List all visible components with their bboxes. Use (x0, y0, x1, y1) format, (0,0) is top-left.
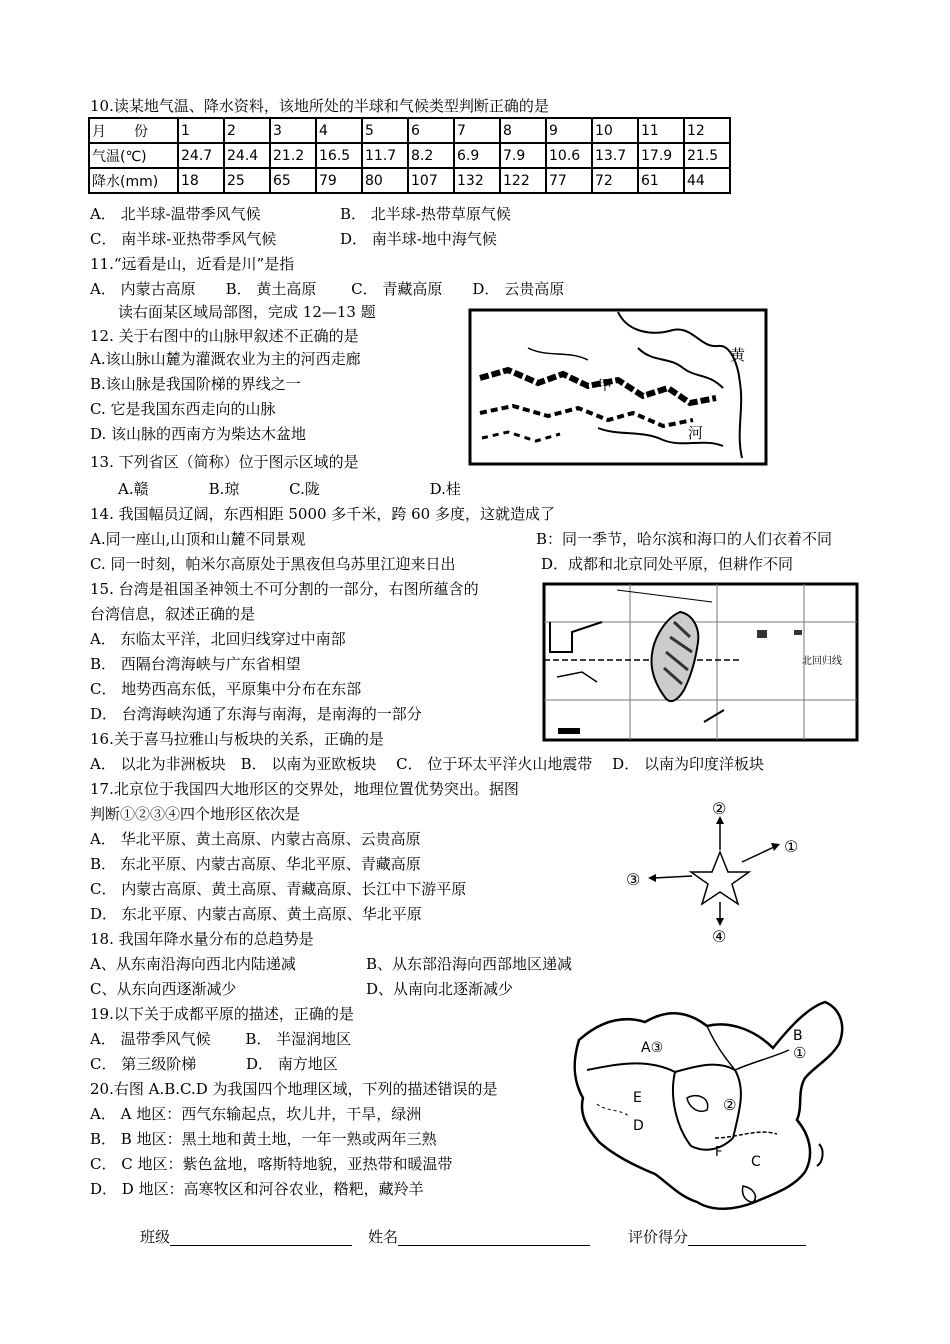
table-cell: 25 (224, 168, 270, 193)
rain-header: 降水(mm) (89, 168, 178, 193)
table-cell: 6.9 (454, 143, 500, 168)
q17-option-b: B． 东北平原、内蒙古高原、华北平原、青藏高原 (90, 855, 421, 873)
q20-option-a: A． A 地区：西气东输起点，坎儿井，干旱，绿洲 (90, 1105, 422, 1123)
q15-option-d: D． 台湾海峡沟通了东海与南海，是南海的一部分 (90, 705, 422, 723)
region-map-figure (468, 308, 770, 466)
table-cell: 132 (454, 168, 500, 193)
q15-option-b: B． 西隔台湾海峡与广东省相望 (90, 655, 301, 673)
table-cell: 80 (362, 168, 408, 193)
q20-option-b: B． B 地区：黑土地和黄土地，一年一熟或两年三熟 (90, 1130, 437, 1148)
q13-options: A.赣 B.琼 C.陇 D.桂 (118, 480, 461, 498)
map3-label-b: B (793, 1028, 803, 1044)
table-cell: 2 (224, 118, 270, 143)
q10-option-d: D． 南半球-地中海气候 (340, 230, 497, 248)
table-cell: 4 (316, 118, 362, 143)
table-cell: 8 (500, 118, 546, 143)
table-cell: 44 (684, 168, 730, 193)
q15-option-c: C． 地势西高东低，平原集中分布在东部 (90, 680, 362, 698)
q16-stem: 16.关于喜马拉雅山与板块的关系，正确的是 (90, 730, 384, 748)
table-cell: 72 (592, 168, 638, 193)
q19-options-ab: A． 温带季风气候 B． 半湿润地区 (90, 1030, 352, 1048)
footer-class-label: 班级 (140, 1228, 171, 1246)
q11-options: A． 内蒙古高原 B． 黄土高原 C． 青藏高原 D． 云贵高原 (90, 280, 565, 298)
q13-stem: 13. 下列省区（简称）位于图示区域的是 (90, 453, 359, 471)
q17-stem-2: 判断①②③④四个地形区依次是 (90, 805, 301, 823)
table-cell: 24.4 (224, 143, 270, 168)
q14-option-d: D．成都和北京同处平原，但耕作不同 (541, 555, 794, 573)
table-cell: 107 (408, 168, 454, 193)
class-blank[interactable] (170, 1245, 352, 1246)
q16-options: A． 以北为非洲板块 B． 以南为亚欧板块 C． 位于环太平洋火山地震带 D． 以南为印度洋板块 (90, 755, 764, 773)
table-row-months (89, 118, 730, 143)
q20-stem: 20.右图 A.B.C.D 为我国四个地理区域，下列的描述错误的是 (90, 1080, 498, 1098)
star-label-1: ① (784, 837, 799, 856)
q10-option-b: B． 北半球-热带草原气候 (340, 205, 511, 223)
temp-header: 气温(℃) (89, 143, 178, 168)
taiwan-map-figure (542, 582, 860, 742)
table-cell: 11.7 (362, 143, 408, 168)
china-regions-map (557, 988, 852, 1220)
score-blank[interactable] (688, 1245, 806, 1246)
table-cell: 12 (684, 118, 730, 143)
map1-label-jia: 甲 (598, 378, 612, 394)
q11-stem: 11.“远看是山，近看是川”是指 (90, 255, 295, 273)
q12-option-b: B.该山脉是我国阶梯的界线之一 (90, 375, 301, 393)
map3-label-e: E (633, 1090, 642, 1106)
star-label-2: ② (712, 799, 727, 818)
table-cell: 24.7 (178, 143, 224, 168)
star-label-4: ④ (712, 927, 727, 944)
map3-label-c: C (751, 1154, 761, 1170)
q14-option-b: B：同一季节，哈尔滨和海口的人们衣着不同 (536, 530, 833, 548)
table-cell: 9 (546, 118, 592, 143)
q18-option-c: C、从东向西逐渐减少 (90, 980, 237, 998)
table-row-temp (89, 143, 730, 168)
q17-option-d: D． 东北平原、内蒙古高原、黄土高原、华北平原 (90, 905, 422, 923)
table-cell: 16.5 (316, 143, 362, 168)
map1-label-huang: 黄 (730, 346, 746, 364)
beijing-star-diagram (596, 796, 852, 944)
q18-stem: 18. 我国年降水量分布的总趋势是 (90, 930, 314, 948)
footer-name (368, 1228, 590, 1246)
table-cell: 61 (638, 168, 684, 193)
q10-stem: 10.读某地气温、降水资料，该地所处的半球和气候类型判断正确的是 (90, 97, 549, 115)
climate-table (88, 117, 731, 194)
table-cell: 21.5 (684, 143, 730, 168)
tropic-line-label: 北回归线 (802, 656, 842, 667)
q18-option-b: B、从东部沿海向西部地区递减 (366, 955, 573, 973)
footer-class (140, 1228, 352, 1246)
table-cell: 65 (270, 168, 316, 193)
q18-option-d: D、从南向北逐渐减少 (366, 980, 514, 998)
table-cell: 10 (592, 118, 638, 143)
table-cell: 13.7 (592, 143, 638, 168)
intro-12-13: 读右面某区域局部图，完成 12—13 题 (118, 303, 376, 321)
q12-option-c: C. 它是我国东西走向的山脉 (90, 400, 276, 418)
table-cell: 7 (454, 118, 500, 143)
q17-option-a: A． 华北平原、黄土高原、内蒙古高原、云贵高原 (90, 830, 421, 848)
table-cell: 77 (546, 168, 592, 193)
footer-score-label: 评价得分 (628, 1228, 689, 1246)
table-cell: 6 (408, 118, 454, 143)
q10-option-c: C． 南半球-亚热带季风气候 (90, 230, 277, 248)
q12-option-a: A.该山脉山麓为灌溉农业为主的河西走廊 (90, 350, 361, 368)
table-cell: 17.9 (638, 143, 684, 168)
footer-name-label: 姓名 (368, 1228, 399, 1246)
table-cell: 8.2 (408, 143, 454, 168)
table-cell: 3 (270, 118, 316, 143)
map3-label-d: D (633, 1118, 644, 1134)
q18-option-a: A、从东南沿海向西北内陆递减 (90, 955, 296, 973)
q12-stem: 12. 关于右图中的山脉甲叙述不正确的是 (90, 327, 359, 345)
table-cell: 10.6 (546, 143, 592, 168)
q15-option-a: A． 东临太平洋，北回归线穿过中南部 (90, 630, 346, 648)
q20-option-d: D． D 地区：高寒牧区和河谷农业，糌粑，藏羚羊 (90, 1180, 424, 1198)
q20-option-c: C． C 地区：紫色盆地，喀斯特地貌，亚热带和暖温带 (90, 1155, 453, 1173)
map1-label-he: 河 (688, 424, 704, 442)
table-cell: 7.9 (500, 143, 546, 168)
map3-label-1: ① (793, 1044, 807, 1062)
q17-option-c: C． 内蒙古高原、黄土高原、青藏高原、长江中下游平原 (90, 880, 467, 898)
q14-option-a: A.同一座山,山顶和山麓不同景观 (90, 530, 306, 548)
beijing-star-icon (691, 852, 749, 904)
map3-label-2: ② (723, 1096, 737, 1114)
q14-option-c: C. 同一时刻，帕米尔高原处于黑夜但乌苏里江迎来日出 (90, 555, 456, 573)
q12-option-d: D. 该山脉的西南方为柴达木盆地 (90, 425, 307, 443)
footer-score (628, 1228, 806, 1246)
table-cell: 21.2 (270, 143, 316, 168)
q19-options-cd: C． 第三级阶梯 D． 南方地区 (90, 1055, 338, 1073)
q15-stem-1: 15. 台湾是祖国圣神领土不可分割的一部分，右图所蕴含的 (90, 580, 479, 598)
star-label-3: ③ (626, 870, 641, 889)
q15-stem-2: 台湾信息，叙述正确的是 (90, 605, 256, 623)
map3-label-a3: A③ (641, 1040, 664, 1056)
map3-label-f: F (715, 1145, 723, 1160)
table-cell: 11 (638, 118, 684, 143)
table-cell: 79 (316, 168, 362, 193)
q14-stem: 14. 我国幅员辽阔，东西相距 5000 多千米，跨 60 多度，这就造成了 (90, 505, 555, 523)
q17-stem-1: 17.北京位于我国四大地形区的交界处，地理位置优势突出。据图 (90, 780, 519, 798)
table-cell: 18 (178, 168, 224, 193)
table-cell: 5 (362, 118, 408, 143)
table-row-rain (89, 168, 730, 193)
q10-option-a: A． 北半球-温带季风气候 (90, 205, 261, 223)
name-blank[interactable] (398, 1245, 590, 1246)
q19-stem: 19.以下关于成都平原的描述，正确的是 (90, 1005, 354, 1023)
table-cell: 122 (500, 168, 546, 193)
table-cell: 1 (178, 118, 224, 143)
month-header: 月 份 (89, 118, 178, 143)
